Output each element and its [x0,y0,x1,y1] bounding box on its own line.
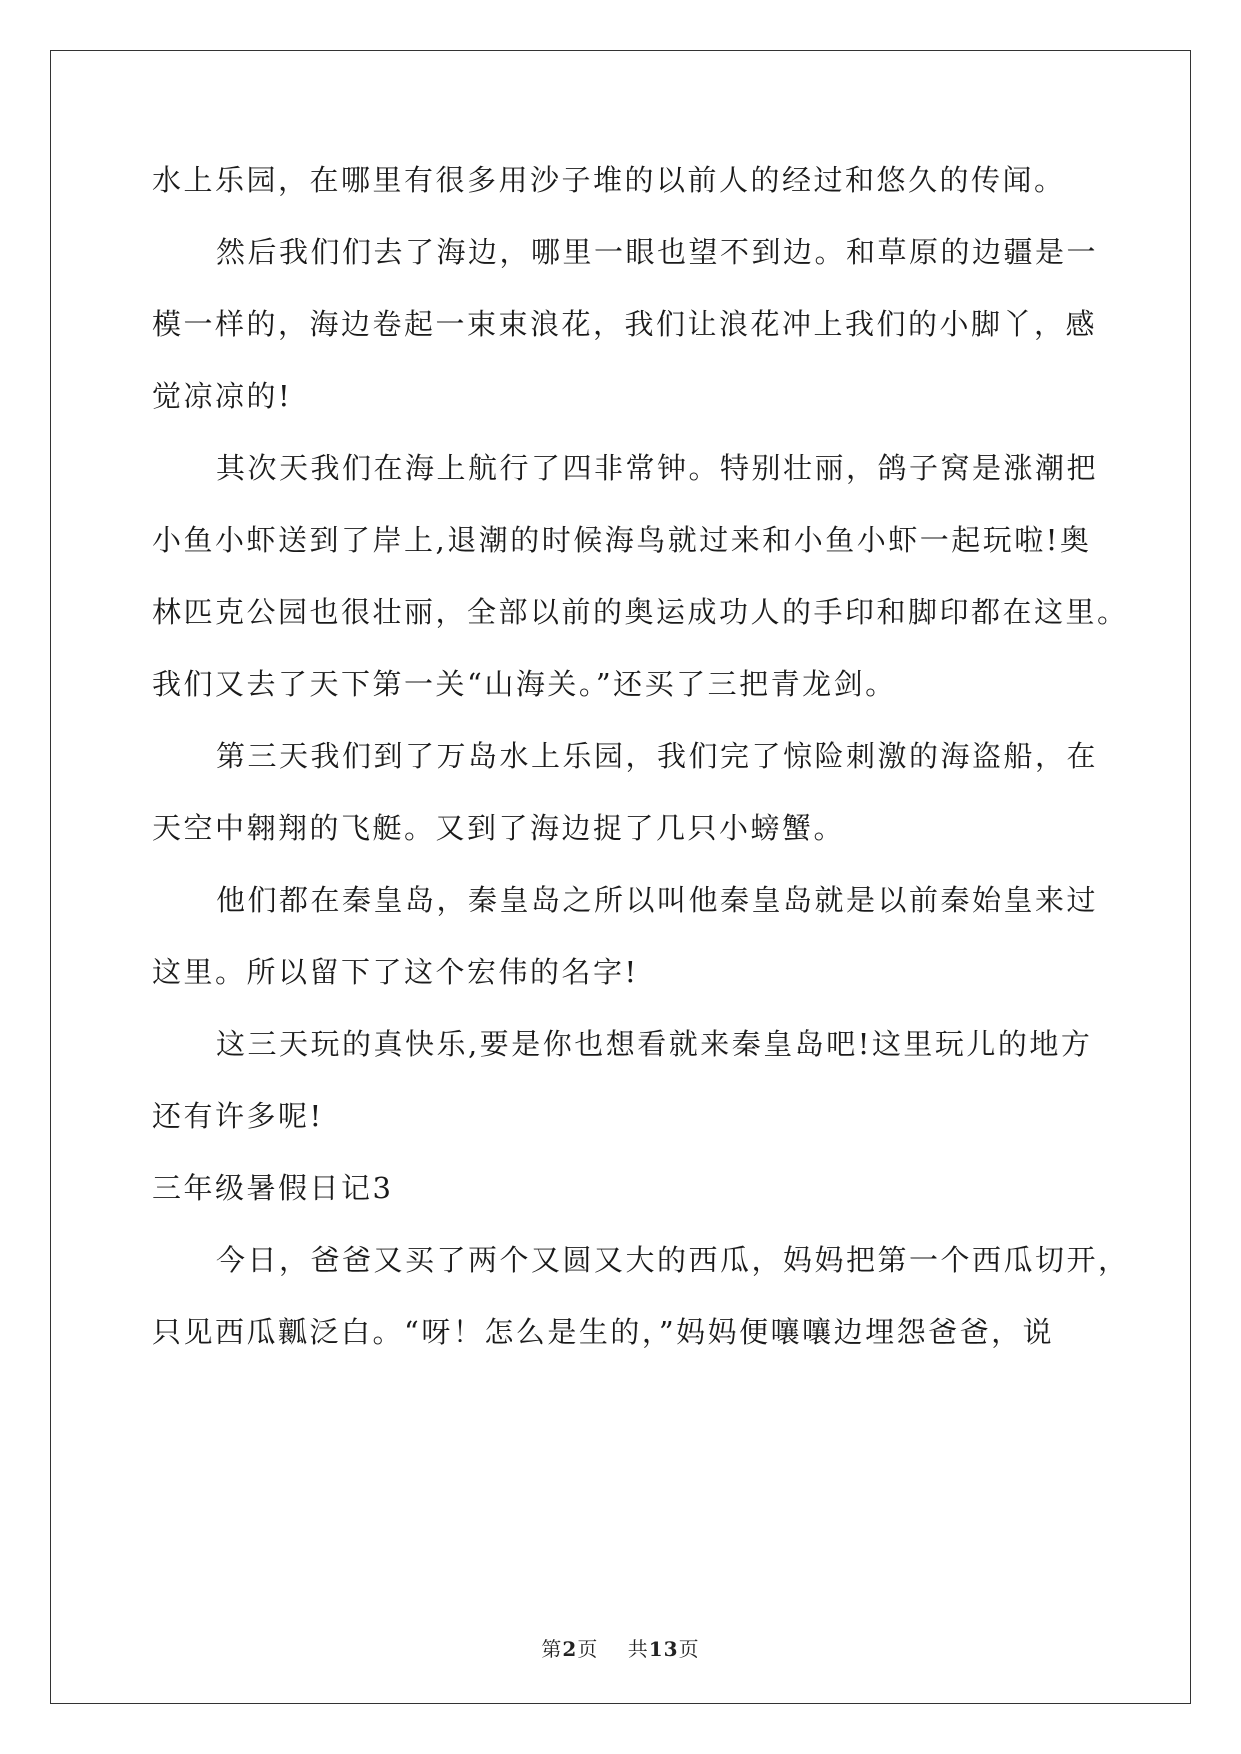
paragraph-start: 第三天我们到了万岛水上乐园，我们完了惊险刺激的海盗船，在 [216,739,1099,773]
paragraph-start: 今日，爸爸又买了两个又圆又大的西瓜，妈妈把第一个西瓜切开， [216,1243,1130,1277]
paragraph-start: 这三天玩的真快乐,要是你也想看就来秦皇岛吧!这里玩儿的地方 [216,1027,1093,1061]
text-line: 天空中翱翔的飞艇。又到了海边捉了几只小螃蟹。 [152,811,846,845]
page-number: 2 [562,1637,578,1661]
text-line: 水上乐园，在哪里有很多用沙子堆的以前人的经过和悠久的传闻。 [152,163,1066,197]
page-footer [0,1633,1241,1662]
paragraph-start: 他们都在秦皇岛，秦皇岛之所以叫他秦皇岛就是以前秦始皇来过 [216,883,1099,917]
page-suffix: 页 [577,1637,599,1661]
text-line: 小鱼小虾送到了岸上,退潮的时候海鸟就过来和小鱼小虾一起玩啦!奥 [152,523,1092,557]
total-suffix: 页 [678,1637,700,1661]
total-pages: 13 [648,1637,679,1661]
paragraph-start: 然后我们们去了海边，哪里一眼也望不到边。和草原的边疆是一 [216,235,1099,269]
text-line: 觉凉凉的! [152,379,293,413]
page-prefix: 第 [541,1637,563,1661]
text-line: 我们又去了天下第一关“山海关。”还买了三把青龙剑。 [152,667,897,701]
text-line: 只见西瓜瓤泛白。“呀！怎么是生的，”妈妈便嚷嚷边埋怨爸爸，说 [152,1315,1055,1349]
section-heading: 三年级暑假日记3 [152,1171,394,1205]
text-line: 这里。所以留下了这个宏伟的名字! [152,955,639,989]
page-border [50,50,1191,1704]
text-line: 林匹克公园也很壮丽，全部以前的奥运成功人的手印和脚印都在这里。 [152,595,1129,629]
text-line: 模一样的，海边卷起一束束浪花，我们让浪花冲上我们的小脚丫，感 [152,307,1098,341]
total-prefix: 共 [627,1637,649,1661]
text-line: 还有许多呢! [152,1099,324,1133]
paragraph-start: 其次天我们在海上航行了四非常钟。特别壮丽，鸽子窝是涨潮把 [216,451,1099,485]
